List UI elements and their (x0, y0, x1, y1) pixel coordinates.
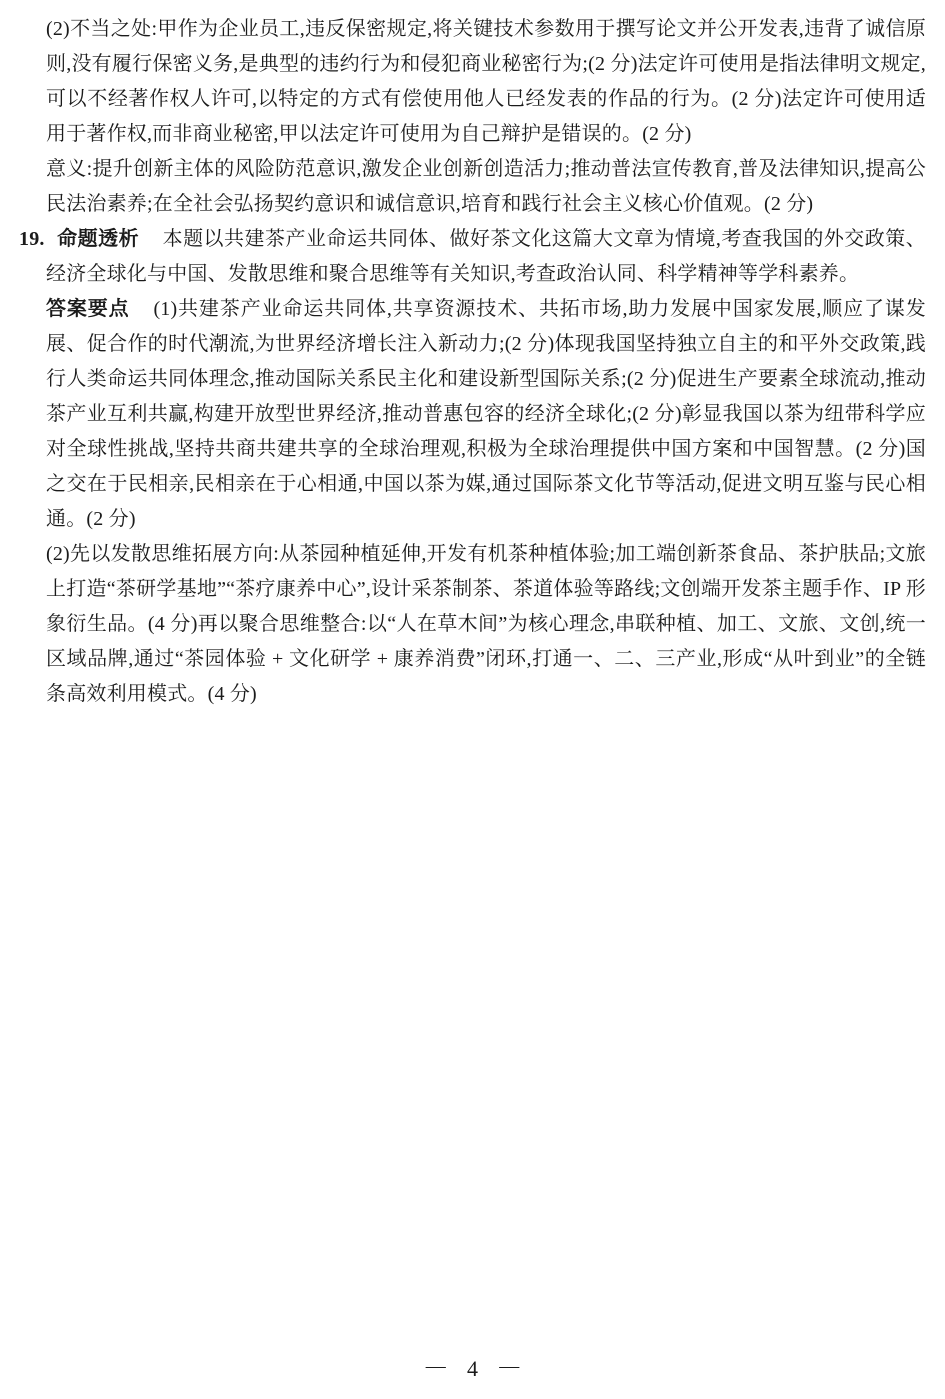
question-19-analysis-label: 命题透析 (57, 228, 140, 250)
footer-right-dash: — (499, 1355, 520, 1377)
question-19-answer-part2-text: (2)先以发散思维拓展方向:从茶园种植延伸,开发有机茶种植体验;加工端创新茶食品、茶护肤品;文旅上打造“茶研学基地”“茶疗康养中心”,设计采茶制茶、茶道体验等路线;文创端开发茶主题手作、IP 形象衍生品。(4 分)再以聚合思维整合:以“人在草木间”为核心理念,串联种植、加工、文旅、文创,统一区域品牌,通过“茶园体验 + 文化研学 + 康养消费”闭环,打通一、二、三产业,形成“从叶到业”的全链条高效利用模式。(4 分) (46, 543, 926, 705)
footer-page-number: 4 (467, 1356, 478, 1381)
question-19-answer-part1-text: (1)共建茶产业命运共同体,共享资源技术、共拓市场,助力发展中国家发展,顺应了谋发展、促合作的时代潮流,为世界经济增长注入新动力;(2 分)体现我国坚持独立自主的和平外交政策,践行人类命运共同体理念,推动国际关系民主化和建设新型国际关系;(2 分)促进生产要素全球流动,推动茶产业互利共赢,构建开放型世界经济,推动普惠包容的经济全球化;(2 分)彰显我国以茶为纽带科学应对全球性挑战,坚持共商共建共享的全球治理观,积极为全球治理提供中国方案和中国智慧。(2 分)国之交在于民相亲,民相亲在于心相通,中国以茶为媒,通过国际茶文化节等活动,促进文明互鉴与民心相通。(2 分) (46, 298, 926, 530)
answer-key-text-block (19, 12, 926, 712)
question-19-number: 19. (19, 228, 45, 250)
footer-left-dash: — (425, 1355, 446, 1377)
paragraph-improper-conduct (46, 12, 926, 152)
page-footer (0, 1356, 945, 1382)
question-19-answer-part2 (46, 537, 926, 712)
question-19-answer-points (46, 292, 926, 537)
paragraph-improper-conduct-text: (2)不当之处:甲作为企业员工,违反保密规定,将关键技术参数用于撰写论文并公开发表,违背了诚信原则,没有履行保密义务,是典型的违约行为和侵犯商业秘密行为;(2 分)法定许可使用是指法律明文规定,可以不经著作权人许可,以特定的方式有偿使用他人已经发表的作品的行为。(2 分)法定许可使用适用于著作权,而非商业秘密,甲以法定许可使用为自己辩护是错误的。(2 分) (46, 18, 926, 145)
paragraph-meaning-text: 意义:提升创新主体的风险防范意识,激发企业创新创造活力;推动普法宣传教育,普及法律知识,提高公民法治素养;在全社会弘扬契约意识和诚信意识,培育和践行社会主义核心价值观。(2 分) (46, 158, 926, 215)
question-19-analysis (19, 222, 926, 292)
question-19-analysis-text: 本题以共建茶产业命运共同体、做好茶文化这篇大文章为情境,考查我国的外交政策、经济全球化与中国、发散思维和聚合思维等有关知识,考查政治认同、科学精神等学科素养。 (46, 228, 926, 285)
question-19-answer-label: 答案要点 (46, 298, 130, 320)
paragraph-meaning (46, 152, 926, 222)
